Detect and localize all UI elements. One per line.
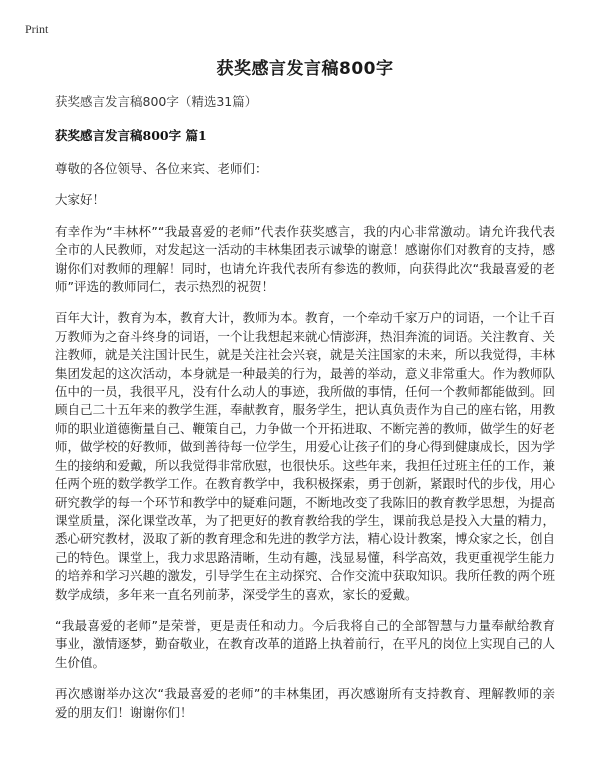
greeting-paragraph: 大家好！ xyxy=(55,192,106,208)
document-subtitle: 获奖感言发言稿800字（精选31篇） xyxy=(55,94,258,109)
document-title: 获奖感言发言稿800字 xyxy=(216,59,394,79)
salutation-paragraph: 尊敬的各位领导、各位来宾、老师们： xyxy=(55,161,268,176)
closing-paragraph: 再次感谢举办这次“我最喜爱的老师”的丰林集团，再次感谢所有支持教育、理解教师的亲爱的朋友们！谢谢你们！ xyxy=(55,686,555,720)
body-paragraph: “我最喜爱的老师”是荣誉，更是责任和动力。今后我将自己的全部智慧与力量奉献给教育事业，激情逐梦，勤奋敬业，在教育改革的道路上执着前行，在平凡的岗位上实现自己的人生价值。 xyxy=(55,617,556,670)
document-body xyxy=(55,54,555,735)
print-link[interactable]: Print xyxy=(25,22,49,36)
section-heading: 获奖感言发言稿800字 篇1 xyxy=(55,128,207,143)
body-paragraph: 有幸作为“丰林杯”“我最喜爱的老师”代表作获奖感言，我的内心非常激动。请允许我代表全市的人民教师，对发起这一活动的丰林集团表示诚挚的谢意！感谢你们对教育的支持，感谢你们对教师的理解！同时，也请允许我代表所有参选的教师，向获得此次“我最喜爱的老师”评选的教师同仁，表示热烈的祝贺！ xyxy=(55,223,556,295)
body-paragraph: 百年大计，教育为本，教育大计，教师为本。教育，一个牵动千家万户的词语，一个让千百万教师为之奋斗终身的词语，一个让我想起来就心情澎湃，热泪奔流的词语。关注教育、关注教师，就是关注国计民生，就是关注社会兴衰，就是关注国家的未来，所以我觉得，丰林集团发起的这次活动，本身就是一种最美的行为，最善的举动，意义非常重大。作为教师队伍中的一员，我很平凡，没有什么动人的事迹，我所做的事情，任何一个教师都能做到。回顾自己二十五年来的教学生涯，奉献教育，服务学生，把认真负责作为自己的座右铭，用教师的职业道德衡量自己、鞭策自己，力争做一个开拓进取、不断完善的教师，做学生的好老师，做学校的好教师，做到善待每一位学生，用爱心让孩子们的身心得到健康成长，因为学生的接纳和爱戴，所以我觉得非常欣慰，也很快乐。这些年来，我担任过班主任的工作，兼任两个班的数学教学工作。在教育教学中，我积极探索，勇于创新，紧跟时代的步伐，用心研究教学的每一个环节和教学中的疑难问题，不断地改变了我陈旧的教育教学思想，为提高课堂质量，深化课堂改革，为了把更好的教育教给我的学生，课前我总是投入大量的精力，悉心研究教材，汲取了新的教育理念和先进的教学方法，精心设计教案，博众家之长，创自己的特色。课堂上，我力求思路清晰，生动有趣，浅显易懂，科学高效，我更重视学生能力的培养和学习兴趣的激发，引导学生在主动探究、合作交流中获取知识。我所任教的两个班数学成绩，多年来一直名列前茅，深受学生的喜欢，家长的爱戴。 xyxy=(55,310,556,602)
